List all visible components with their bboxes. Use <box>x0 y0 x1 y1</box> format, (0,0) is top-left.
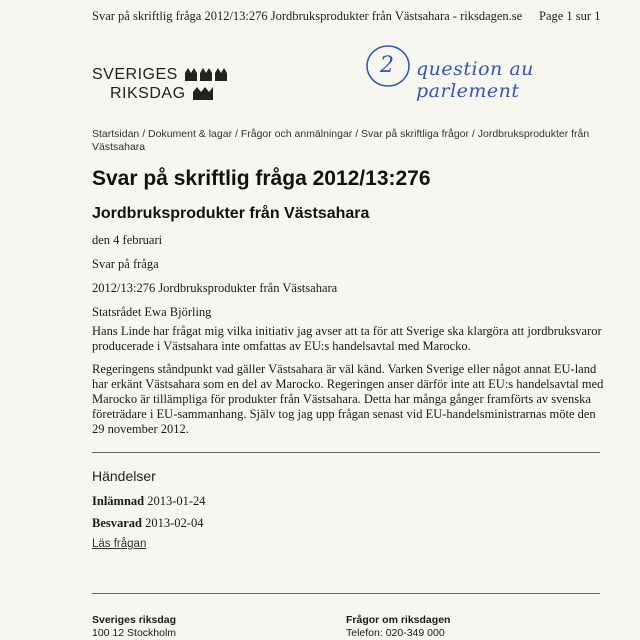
document-type: Svar på fråga <box>92 257 159 271</box>
logo-line-1: SVERIGES <box>92 66 178 83</box>
answered-date: 2013-02-04 <box>145 516 204 530</box>
section-divider <box>92 452 600 453</box>
body-paragraph-2: Regeringens ståndpunkt vad gäller Västsahara är väl känd. Varken Sverige eller något annat EU-land har erkänt Västsahara som en del av Marocko. Regeringen anser därför inte att EU:s handelsavtal med Marocko är tillämpliga för produkter från Västsahara. Detta har många gånger framförts av svenska företrädare i EU-sammanhang. Själv tog jag upp frågan senast vid EU-handelsministrarnas möte den 29 november 2012. <box>92 362 604 436</box>
question-reference: 2012/13:276 Jordbruksprodukter från Västsahara <box>92 281 338 295</box>
answered-label: Besvarad <box>92 516 142 530</box>
riksdag-logo <box>92 66 230 103</box>
footer-phone: Telefon: 020-349 000 <box>346 627 445 639</box>
logo-line-2: RIKSDAG <box>110 85 186 102</box>
author: Statsrådet Ewa Björling <box>92 305 212 319</box>
breadcrumb[interactable]: Startsidan / Dokument & lagar / Frågor och anmälningar / Svar på skriftliga frågor / Jordbruksprodukter från Västsahara <box>92 128 590 153</box>
annotation-text: question au parlement <box>416 58 534 102</box>
events-heading: Händelser <box>92 468 156 484</box>
answer-date: den 4 februari <box>92 233 163 247</box>
page-title: Svar på skriftlig fråga 2012/13:276 <box>92 167 431 190</box>
footer-left <box>92 614 176 640</box>
footer-divider <box>92 593 600 594</box>
body-paragraph-1: Hans Linde har frågat mig vilka initiativ jag avser att ta för att Sverige ska klargöra att jordbruksvaror producerade i Västsahara inte omfattas av EU:s handelsavtal med Marocko. <box>92 324 602 353</box>
footer-right <box>346 614 450 640</box>
read-question-link[interactable]: Läs frågan <box>92 538 147 550</box>
annotation-number: 2 <box>380 53 394 78</box>
submitted-date: 2013-01-24 <box>147 494 206 508</box>
handwritten-annotation <box>364 38 636 102</box>
footer-address: 100 12 Stockholm <box>92 627 177 639</box>
three-crowns-icon <box>184 67 230 83</box>
answered-row <box>92 516 203 531</box>
footer-contact-title: Frågor om riksdagen <box>346 614 451 626</box>
submitted-row <box>92 494 206 509</box>
submitted-label: Inlämnad <box>92 494 145 508</box>
page-number-label: Page 1 sur 1 <box>539 9 601 23</box>
print-header-title: Svar på skriftlig fråga 2012/13:276 Jordbruksprodukter från Västsahara - riksdagen.se <box>92 9 523 23</box>
crown-icon <box>192 87 214 101</box>
page-subtitle: Jordbruksprodukter från Västsahara <box>92 205 370 222</box>
footer-org-name: Sveriges riksdag <box>92 614 177 626</box>
